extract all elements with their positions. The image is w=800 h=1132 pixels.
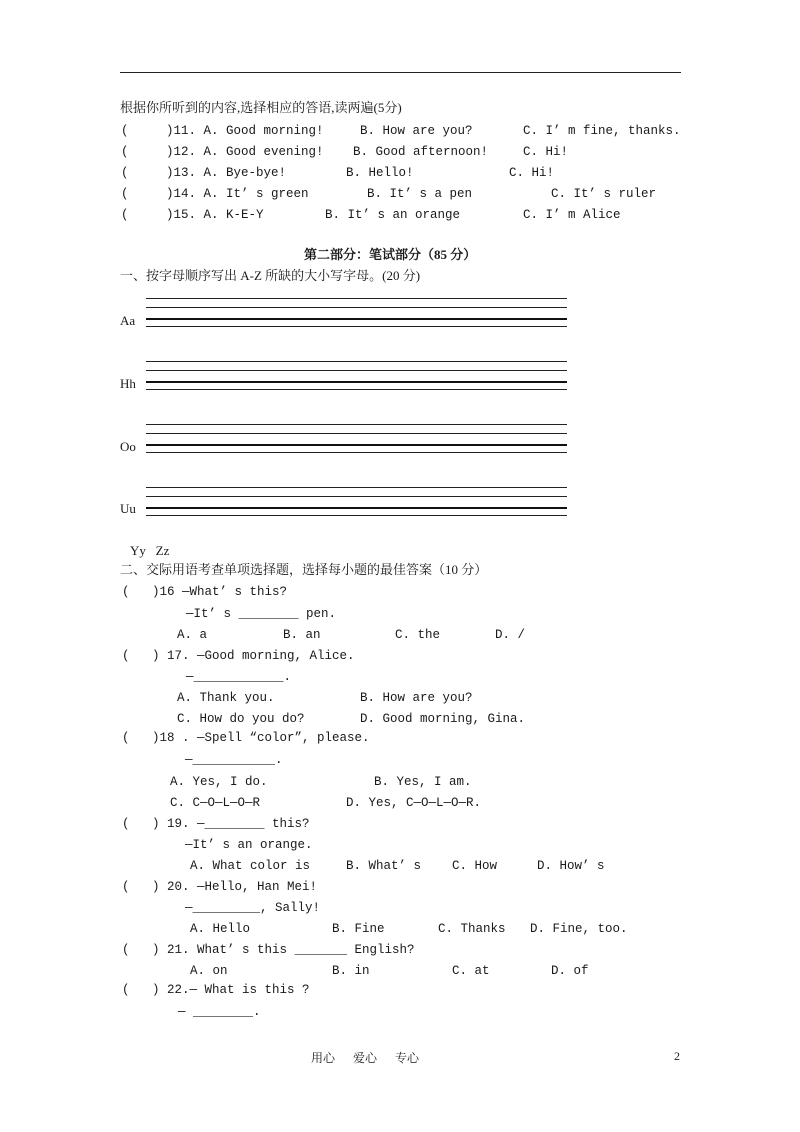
q17-option-a: A. Thank you.: [177, 691, 275, 705]
q11-option-c: C. I’ m fine, thanks.: [523, 124, 681, 138]
writing-line: [146, 424, 567, 425]
header-rule: [120, 72, 681, 73]
q13-stem: ( )13. A. Bye-bye!: [121, 166, 287, 180]
q15-option-b: B. It’ s an orange: [325, 208, 461, 222]
writing-line: [146, 326, 567, 327]
q19-stem: ( ) 19. —________ this?: [122, 817, 310, 831]
page-number: 2: [674, 1049, 680, 1063]
listening-instruction: 根据你所听到的内容,选择相应的答语,读两遍(5分): [120, 100, 402, 115]
writing-line: [146, 307, 567, 308]
q22-reply: — ________.: [178, 1005, 261, 1019]
q22-stem: ( ) 22.— What is this ?: [122, 983, 310, 997]
writing-line: [146, 361, 567, 362]
q18-option-d: D. Yes, C—O—L—O—R.: [346, 796, 482, 810]
writing-line: [146, 452, 567, 453]
q18-reply: —___________.: [185, 753, 283, 767]
q16-option-b: B. an: [283, 628, 321, 642]
writing-line: [146, 370, 567, 371]
q12-stem: ( )12. A. Good evening!: [121, 145, 324, 159]
q17-stem: ( ) 17. —Good morning, Alice.: [122, 649, 355, 663]
section1-instruction: 一、按字母顺序写出 A-Z 所缺的大小写字母。(20 分): [120, 268, 421, 283]
footer-motto: 用心 爱心 专心: [311, 1051, 420, 1065]
q11-stem: ( )11. A. Good morning!: [121, 124, 324, 138]
q18-option-b: B. Yes, I am.: [374, 775, 472, 789]
writing-line: [146, 515, 567, 516]
q16-option-c: C. the: [395, 628, 441, 642]
q12-option-b: B. Good afternoon!: [353, 145, 489, 159]
q20-option-a: A. Hello: [190, 922, 251, 936]
letter-label-uu: Uu: [120, 501, 136, 516]
q18-stem: ( )18 . —Spell “color”, please.: [122, 731, 370, 745]
q11-option-b: B. How are you?: [360, 124, 473, 138]
q16-stem: ( )16 —What’ s this?: [122, 585, 288, 599]
writing-line: [146, 298, 567, 299]
letter-label-aa: Aa: [120, 313, 136, 328]
q20-option-b: B. Fine: [332, 922, 385, 936]
q19-option-d: D. How’ s: [537, 859, 605, 873]
q17-option-d: D. Good morning, Gina.: [360, 712, 526, 726]
q20-option-d: D. Fine, too.: [530, 922, 628, 936]
q13-option-c: C. Hi!: [509, 166, 555, 180]
writing-line: [146, 389, 567, 390]
q19-option-c: C. How: [452, 859, 498, 873]
q21-option-d: D. of: [551, 964, 589, 978]
letter-label-hh: Hh: [120, 376, 136, 391]
q18-option-c: C. C—O—L—O—R: [170, 796, 261, 810]
writing-line: [146, 487, 567, 488]
writing-baseline: [146, 381, 567, 383]
q13-option-b: B. Hello!: [346, 166, 414, 180]
q21-option-b: B. in: [332, 964, 370, 978]
q19-option-a: A. What color is: [190, 859, 311, 873]
q20-stem: ( ) 20. —Hello, Han Mei!: [122, 880, 318, 894]
q17-option-b: B. How are you?: [360, 691, 473, 705]
q14-stem: ( )14. A. It’ s green: [121, 187, 309, 201]
letter-label-oo: Oo: [120, 439, 136, 454]
writing-line: [146, 433, 567, 434]
tail-letters: Yy Zz: [130, 543, 170, 558]
q16-option-d: D. /: [495, 628, 526, 642]
q16-reply: —It’ s ________ pen.: [186, 607, 337, 621]
q14-option-c: C. It’ s ruler: [551, 187, 657, 201]
writing-baseline: [146, 318, 567, 320]
q21-option-c: C. at: [452, 964, 490, 978]
q14-option-b: B. It’ s a pen: [367, 187, 473, 201]
part2-title: 第二部分：笔试部分（85 分）: [304, 247, 477, 262]
section2-instruction: 二、交际用语考查单项选择题，选择每小题的最佳答案（10 分）: [120, 562, 488, 577]
q15-option-c: C. I’ m Alice: [523, 208, 621, 222]
q20-option-c: C. Thanks: [438, 922, 506, 936]
q20-reply: —_________, Sally!: [185, 901, 321, 915]
q19-reply: —It’ s an orange.: [185, 838, 313, 852]
q15-stem: ( )15. A. K-E-Y: [121, 208, 264, 222]
q18-option-a: A. Yes, I do.: [170, 775, 268, 789]
q17-option-c: C. How do you do?: [177, 712, 305, 726]
q21-option-a: A. on: [190, 964, 228, 978]
writing-baseline: [146, 444, 567, 446]
writing-baseline: [146, 507, 567, 509]
q16-option-a: A. a: [177, 628, 208, 642]
q21-stem: ( ) 21. What’ s this _______ English?: [122, 943, 415, 957]
q19-option-b: B. What’ s: [346, 859, 422, 873]
q17-reply: —____________.: [186, 670, 292, 684]
writing-line: [146, 496, 567, 497]
q12-option-c: C. Hi!: [523, 145, 569, 159]
